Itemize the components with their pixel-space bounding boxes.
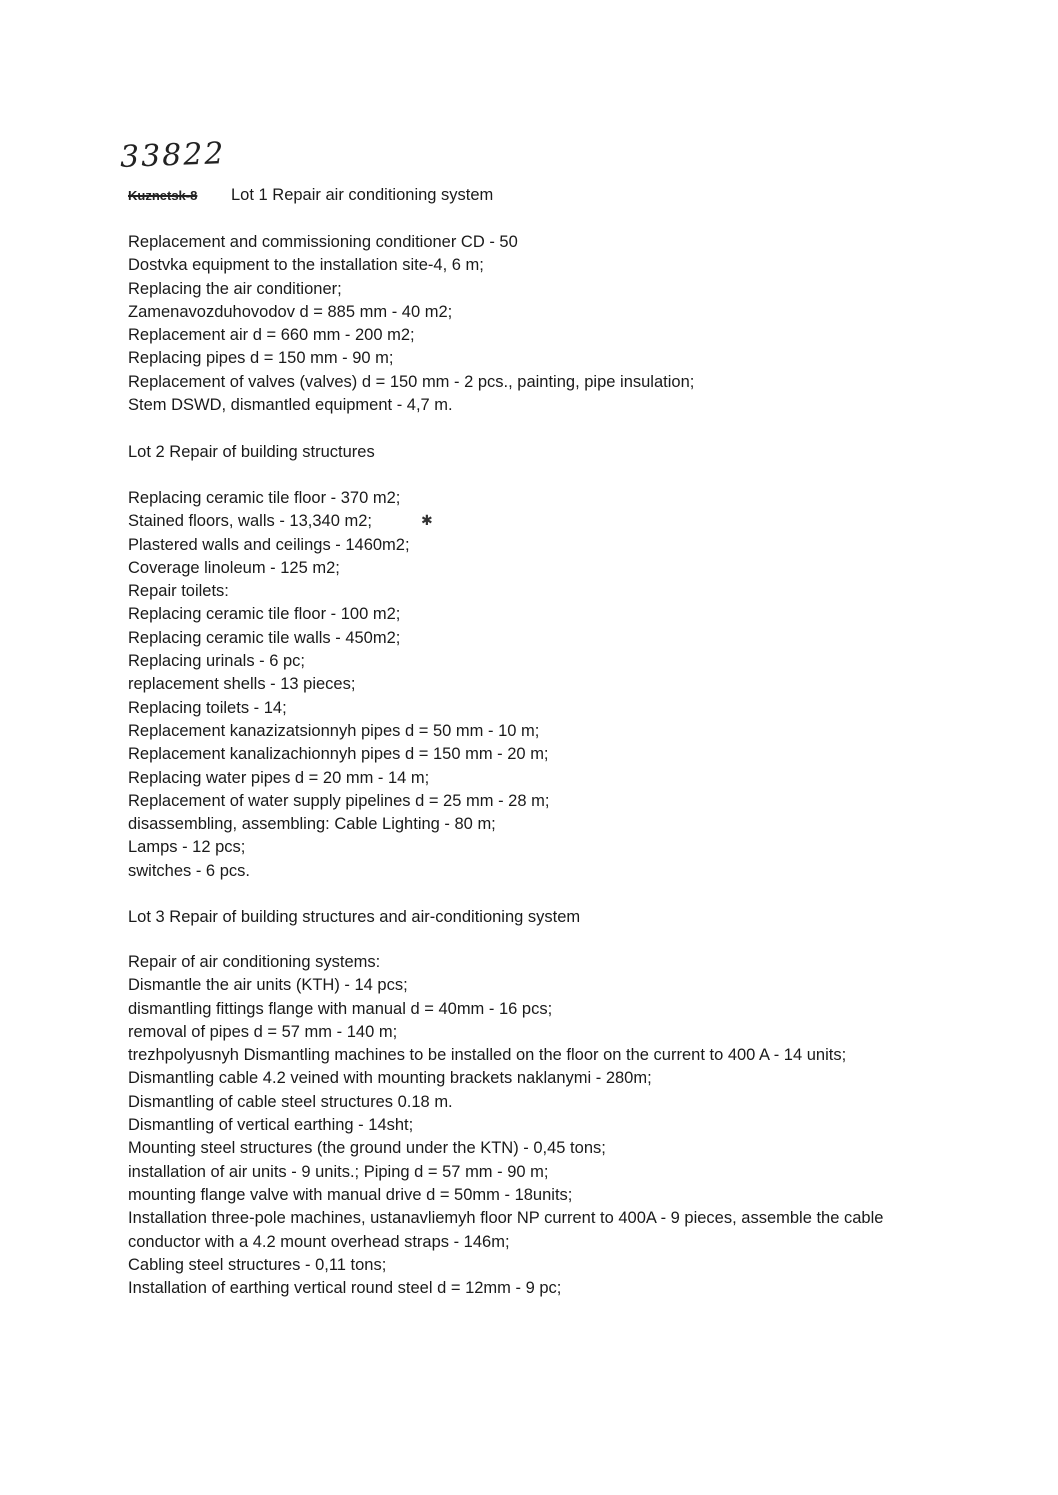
list-item: Replacement and commissioning conditioner CD - 50 (128, 233, 518, 251)
list-item: Stained floors, walls - 13,340 m2; (128, 512, 372, 531)
list-item: switches - 6 pcs. (128, 861, 250, 880)
list-item: Replacement kanalizachionnyh pipes d = 150 mm - 20 m; (128, 745, 549, 764)
list-item: Replacing ceramic tile floor - 370 m2; (128, 489, 401, 507)
lot1-header (128, 184, 493, 207)
list-item: Mounting steel structures (the ground under the KTN) - 0,45 tons; (128, 1139, 606, 1158)
list-item: Replacing ceramic tile floor - 100 m2; (128, 605, 401, 624)
struck-word: Kuznetsk-8 (128, 188, 198, 203)
lot2-heading: Lot 2 Repair of building structures (128, 443, 375, 461)
list-item: removal of pipes d = 57 mm - 140 m; (128, 1022, 398, 1041)
list-item: Replacing urinals - 6 pc; (128, 652, 306, 671)
list-item: Repair toilets: (128, 582, 229, 601)
list-item: installation of air units - 9 units.; Piping d = 57 mm - 90 m; (128, 1162, 549, 1181)
list-item: Coverage linoleum - 125 m2; (128, 558, 340, 577)
lot3-heading: Lot 3 Repair of building structures and air-conditioning system (128, 908, 581, 926)
list-item: Replacement air d = 660 mm - 200 m2; (128, 326, 415, 345)
list-item: Lamps - 12 pcs; (128, 838, 246, 857)
list-item: Repair of air conditioning systems: (128, 953, 381, 971)
lot2-list (128, 487, 549, 883)
list-item: Replacement kanazizatsionnyh pipes d = 50 mm - 10 m; (128, 721, 540, 740)
list-item: Dostvka equipment to the installation site-4, 6 m; (128, 256, 484, 275)
list-item: Dismantle the air units (KTH) - 14 pcs; (128, 976, 408, 995)
list-item: Replacement of valves (valves) d = 150 mm - 2 pcs., painting, pipe insulation; (128, 372, 695, 391)
list-item: conductor with a 4.2 mount overhead straps - 146m; (128, 1232, 510, 1251)
lot3-list (128, 951, 883, 1300)
list-item: Dismantling cable 4.2 veined with mounting brackets naklanymi - 280m; (128, 1069, 652, 1088)
list-item: dismantling fittings flange with manual d = 40mm - 16 pcs; (128, 999, 553, 1018)
list-item: Zamenavozduhovodov d = 885 mm - 40 m2; (128, 302, 453, 321)
list-item: Replacing toilets - 14; (128, 698, 287, 717)
list-item: Plastered walls and ceilings - 1460m2; (128, 535, 410, 554)
list-item: Dismantling of cable steel structures 0.18 m. (128, 1092, 453, 1111)
list-item: Replacement of water supply pipelines d = 25 mm - 28 m; (128, 791, 550, 810)
list-item: Installation of earthing vertical round steel d = 12mm - 9 pc; (128, 1279, 562, 1298)
list-item: Replacing pipes d = 150 mm - 90 m; (128, 349, 394, 368)
lot1-title: Lot 1 Repair air conditioning system (231, 186, 494, 204)
list-item: trezhpolyusnyh Dismantling machines to be installed on the floor on the current to 400 A - 14 units; (128, 1046, 847, 1065)
list-item: Replacing ceramic tile walls - 450m2; (128, 628, 401, 647)
list-item: Replacing water pipes d = 20 mm - 14 m; (128, 768, 430, 787)
list-item: replacement shells - 13 pieces; (128, 675, 356, 694)
lot1-list (128, 231, 694, 417)
list-item: mounting flange valve with manual drive d = 50mm - 18units; (128, 1185, 573, 1204)
list-item: Dismantling of vertical earthing - 14sht; (128, 1116, 414, 1135)
list-item: Replacing the air conditioner; (128, 279, 342, 298)
list-item: Cabling steel structures - 0,11 tons; (128, 1255, 387, 1274)
list-item: disassembling, assembling: Cable Lighting - 80 m; (128, 815, 496, 834)
stray-ink-mark: ✱ (421, 512, 433, 528)
list-item: Installation three-pole machines, ustanavliemyh floor NP current to 400A - 9 pieces, assemble the cable (128, 1209, 884, 1228)
handwritten-number: 33822 (119, 136, 227, 175)
list-item: Stem DSWD, dismantled equipment - 4,7 m. (128, 396, 453, 415)
